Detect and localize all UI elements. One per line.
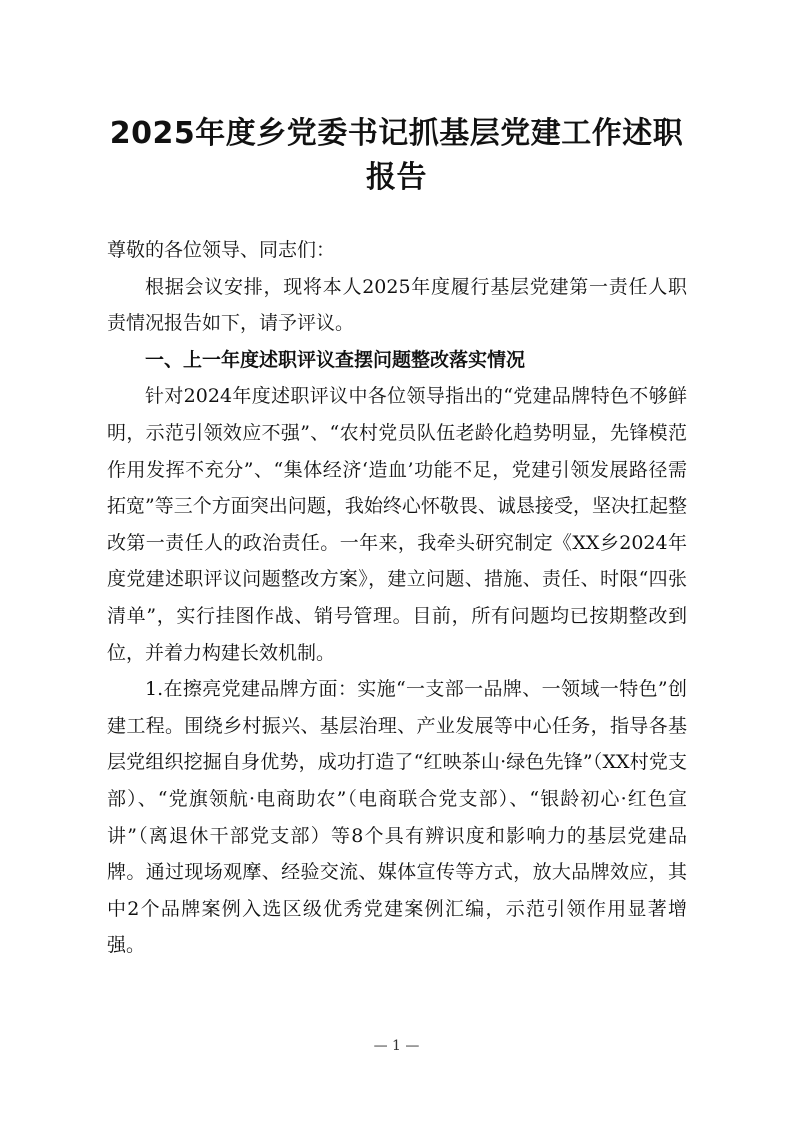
title-line-1: 2025年度乡党委书记抓基层党建工作述职 — [109, 116, 684, 151]
document-body — [107, 232, 687, 964]
intro-paragraph: 根据会议安排，现将本人2025年度履行基层党建第一责任人职责情况报告如下，请予评议。 — [107, 275, 687, 335]
document-title — [100, 112, 693, 200]
item-1-paragraph: 1.在擦亮党建品牌方面：实施“一支部一品牌、一领域一特色”创建工程。围绕乡村振兴、基层治理、产业发展等中心任务，指导各基层党组织挖掘自身优势，成功打造了“红映茶山·绿色先锋”（XX村党支部）、“党旗领航·电商助农”（电商联合党支部）、“银龄初心·红色宣讲”（离退休干部党支部）等8个具有辨识度和影响力的基层党建品牌。通过现场观摩、经验交流、媒体宣传等方式，放大品牌效应，其中2个品牌案例入选区级优秀党建案例汇编，示范引领作用显著增强。 — [107, 678, 687, 957]
section-1-heading: 一、上一年度述职评议查摆问题整改落实情况 — [145, 348, 526, 371]
title-line-2: 报告 — [366, 160, 427, 195]
section-1-paragraph: 针对2024年度述职评议中各位领导指出的“党建品牌特色不够鲜明，示范引领效应不强”、“农村党员队伍老龄化趋势明显，先锋模范作用发挥不充分”、“集体经济‘造血’功能不足，党建引领发展路径需拓宽”等三个方面突出问题，我始终心怀敬畏、诚恳接受，坚决扛起整改第一责任人的政治责任。一年来，我牵头研究制定《XX乡2024年度党建述职评议问题整改方案》，建立问题、措施、责任、时限“四张清单”，实行挂图作战、销号管理。目前，所有问题均已按期整改到位，并着力构建长效机制。 — [107, 385, 687, 664]
page-number: — 1 — — [373, 1038, 420, 1054]
salutation: 尊敬的各位领导、同志们： — [107, 239, 336, 261]
